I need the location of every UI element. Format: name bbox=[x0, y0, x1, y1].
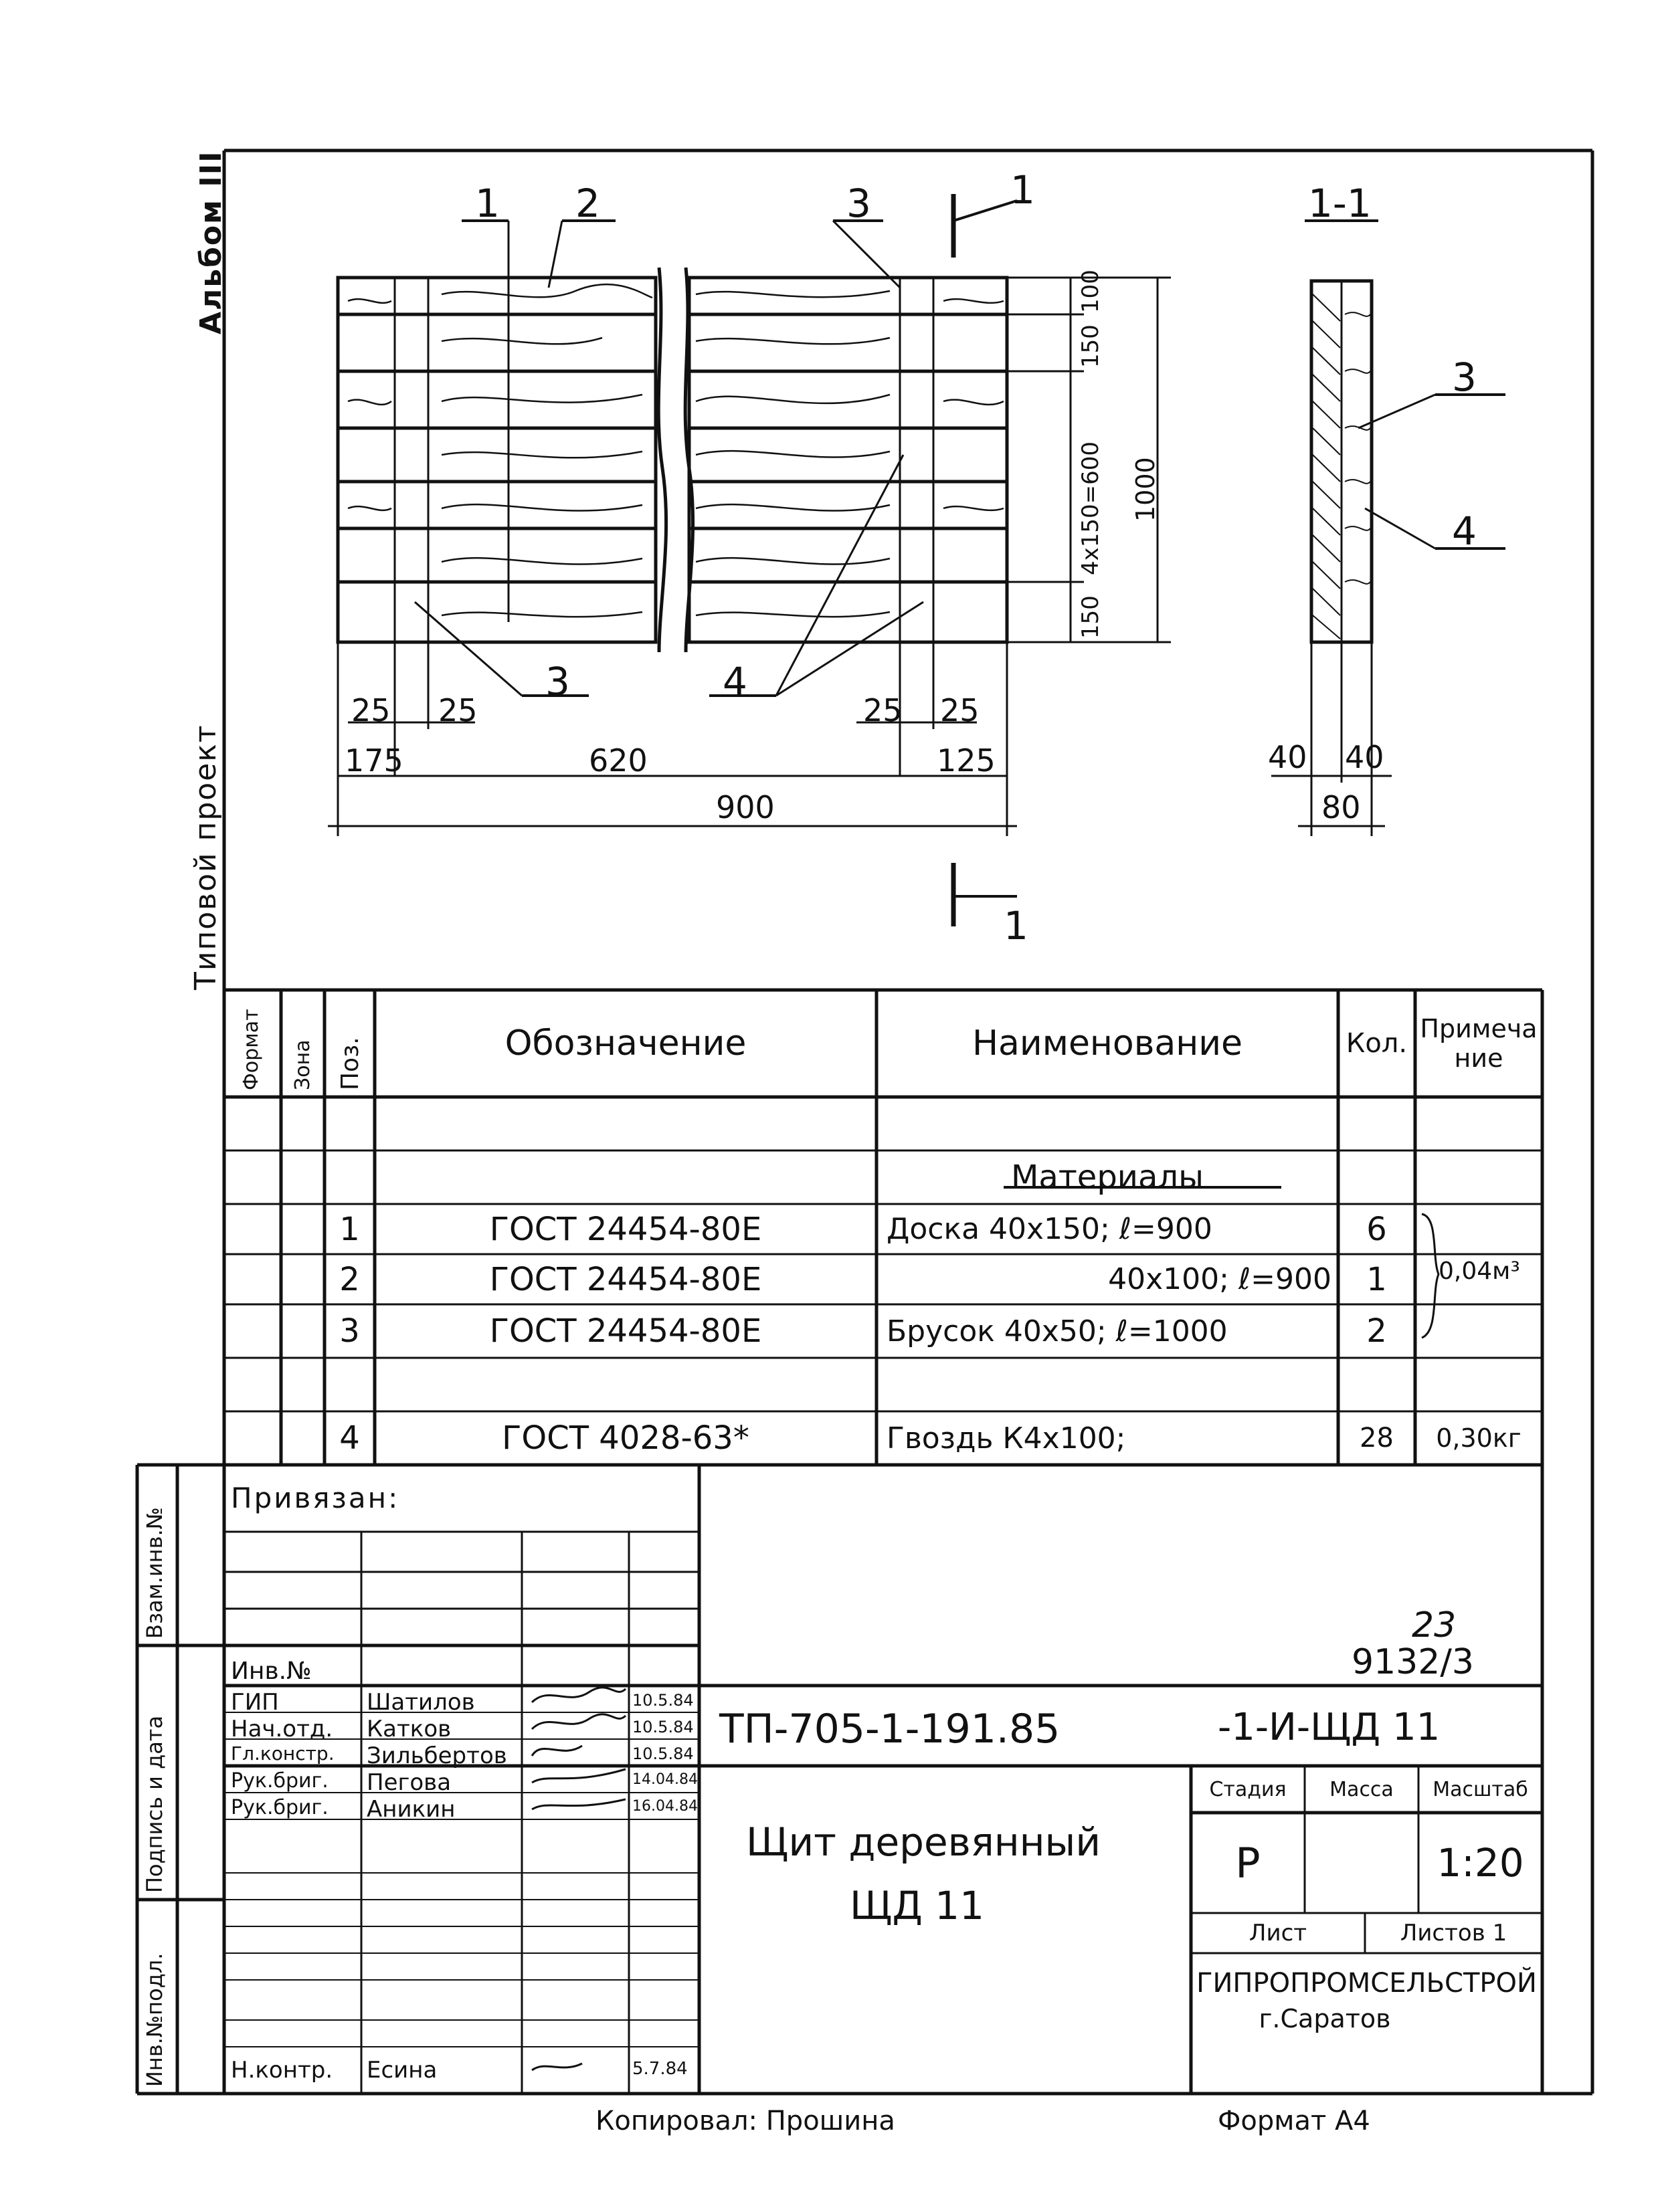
stage-value: Р bbox=[1235, 1838, 1261, 1888]
dim-40-a: 40 bbox=[1268, 739, 1307, 775]
spec-row-designation: ГОСТ 24454-80Е bbox=[489, 1210, 762, 1248]
staff-role: Гл.констр. bbox=[231, 1742, 335, 1765]
sheet-ref: 9132/3 bbox=[1352, 1642, 1474, 1682]
sheet-label: Лист bbox=[1249, 1920, 1307, 1946]
nkontr-name: Есина bbox=[367, 2057, 438, 2084]
dim-80: 80 bbox=[1321, 789, 1361, 825]
dim-100: 100 bbox=[1077, 270, 1104, 313]
spec-header-pos: Поз. bbox=[337, 1037, 364, 1090]
format-label: Формат А4 bbox=[1218, 2106, 1370, 2136]
dim-4x150: 4х150=600 bbox=[1077, 441, 1104, 575]
spec-row-qty: 1 bbox=[1366, 1260, 1387, 1298]
spec-header-designation: Обозначение bbox=[504, 1023, 747, 1064]
inv-no-label: Инв.№ bbox=[231, 1657, 312, 1685]
podpis-data-label: Подпись и дата bbox=[142, 1715, 167, 1893]
staff-date: 14.04.84 bbox=[632, 1771, 698, 1788]
staff-name: Катков bbox=[367, 1716, 452, 1742]
inv-podl-label: Инв.№подл. bbox=[142, 1952, 167, 2087]
spec-row-designation: ГОСТ 24454-80Е bbox=[489, 1312, 762, 1350]
spec-row-name: 40х100; ℓ=900 bbox=[1108, 1262, 1331, 1296]
callout-1-top: 1 bbox=[475, 181, 500, 226]
staff-name: Пегова bbox=[367, 1769, 452, 1796]
callout-4-bottom: 4 bbox=[723, 659, 747, 704]
spec-row-name: Гвоздь К4х100; bbox=[887, 1421, 1126, 1455]
nkontr-date: 5.7.84 bbox=[632, 2059, 688, 2079]
staff-role: Рук.бриг. bbox=[231, 1769, 329, 1793]
stage-label: Стадия bbox=[1209, 1777, 1287, 1801]
spec-header-note: Примечание bbox=[1420, 1014, 1538, 1073]
spec-row-note: 0,30кг bbox=[1436, 1423, 1521, 1453]
dim-25-d: 25 bbox=[940, 692, 980, 728]
staff-role: Нач.отд. bbox=[231, 1716, 333, 1742]
section-callout-3: 3 bbox=[1452, 355, 1477, 400]
org-name: ГИПРОПРОМСЕЛЬСТРОЙ bbox=[1196, 1968, 1537, 1999]
staff-role: Рук.бриг. bbox=[231, 1796, 329, 1819]
privyazan-label: Привязан: bbox=[231, 1482, 400, 1514]
project-type-label: Типовой проект bbox=[189, 724, 223, 990]
spec-row-qty: 6 bbox=[1366, 1210, 1387, 1248]
staff-date: 16.04.84 bbox=[632, 1798, 698, 1815]
dim-25-b: 25 bbox=[438, 692, 478, 728]
dim-150-bottom: 150 bbox=[1077, 595, 1104, 639]
section-label: 1-1 bbox=[1308, 181, 1372, 226]
spec-row-designation: ГОСТ 24454-80Е bbox=[489, 1260, 762, 1298]
spec-row-qty: 2 bbox=[1366, 1312, 1387, 1350]
spec-section-title: Материалы bbox=[1011, 1159, 1204, 1196]
section-callout-4: 4 bbox=[1452, 508, 1477, 554]
staff-name: Аникин bbox=[367, 1796, 456, 1823]
mass-label: Масса bbox=[1329, 1777, 1394, 1801]
staff-date: 10.5.84 bbox=[632, 1718, 694, 1736]
album-label: Альбом III bbox=[194, 150, 228, 334]
spec-row-pos: 2 bbox=[339, 1260, 360, 1298]
spec-row-name: Брусок 40х50; ℓ=1000 bbox=[887, 1314, 1228, 1348]
section-mark-top: 1 bbox=[1010, 167, 1035, 213]
copied-by: Копировал: Прошина bbox=[595, 2106, 895, 2136]
title-line1: Щит деревянный bbox=[746, 1819, 1101, 1865]
title-line2: ЩД 11 bbox=[850, 1883, 984, 1928]
staff-date: 10.5.84 bbox=[632, 1744, 694, 1763]
spec-row-qty: 28 bbox=[1360, 1423, 1394, 1453]
spec-row-pos: 1 bbox=[339, 1210, 360, 1248]
spec-row-name: Доска 40х150; ℓ=900 bbox=[887, 1212, 1212, 1246]
dim-25-a: 25 bbox=[351, 692, 391, 728]
dim-125: 125 bbox=[937, 742, 996, 779]
sheet-ref-top: 23 bbox=[1412, 1605, 1457, 1645]
drawing-code: ТП-705-1-191.85 bbox=[719, 1706, 1060, 1752]
spec-header-name: Наименование bbox=[972, 1023, 1243, 1064]
scale-value: 1:20 bbox=[1437, 1840, 1524, 1886]
dim-1000: 1000 bbox=[1131, 457, 1160, 522]
spec-header-qty: Кол. bbox=[1346, 1028, 1408, 1059]
dim-900: 900 bbox=[716, 789, 775, 825]
dim-620: 620 bbox=[589, 742, 648, 779]
staff-name: Зильбертов bbox=[367, 1742, 507, 1769]
vzam-inv-label: Взам.инв.№ bbox=[142, 1507, 167, 1639]
section-mark-bottom: 1 bbox=[1004, 903, 1028, 948]
sheets-label: Листов 1 bbox=[1400, 1920, 1507, 1946]
callout-2: 2 bbox=[575, 181, 600, 226]
staff-date: 10.5.84 bbox=[632, 1691, 694, 1710]
staff-name: Шатилов bbox=[367, 1689, 475, 1716]
dim-25-c: 25 bbox=[863, 692, 903, 728]
dim-40-b: 40 bbox=[1345, 739, 1384, 775]
callout-3-bottom: 3 bbox=[545, 659, 570, 704]
dim-175: 175 bbox=[345, 742, 403, 779]
spec-row-pos: 4 bbox=[339, 1419, 360, 1457]
spec-header-zone: Зона bbox=[291, 1039, 314, 1090]
spec-group-note: 0,04м³ bbox=[1439, 1257, 1520, 1285]
staff-role: ГИП bbox=[231, 1689, 279, 1716]
spec-header-format: Формат bbox=[240, 1009, 263, 1090]
spec-row-designation: ГОСТ 4028-63* bbox=[502, 1419, 749, 1457]
drawing-code-suffix: -1-И-ЩД 11 bbox=[1218, 1706, 1441, 1749]
dim-150-top: 150 bbox=[1077, 324, 1104, 368]
callout-3-top: 3 bbox=[846, 181, 871, 226]
spec-row-pos: 3 bbox=[339, 1312, 360, 1350]
nkontr-role: Н.контр. bbox=[231, 2057, 333, 2084]
scale-label: Масштаб bbox=[1433, 1777, 1528, 1801]
org-city: г.Саратов bbox=[1259, 2003, 1391, 2033]
